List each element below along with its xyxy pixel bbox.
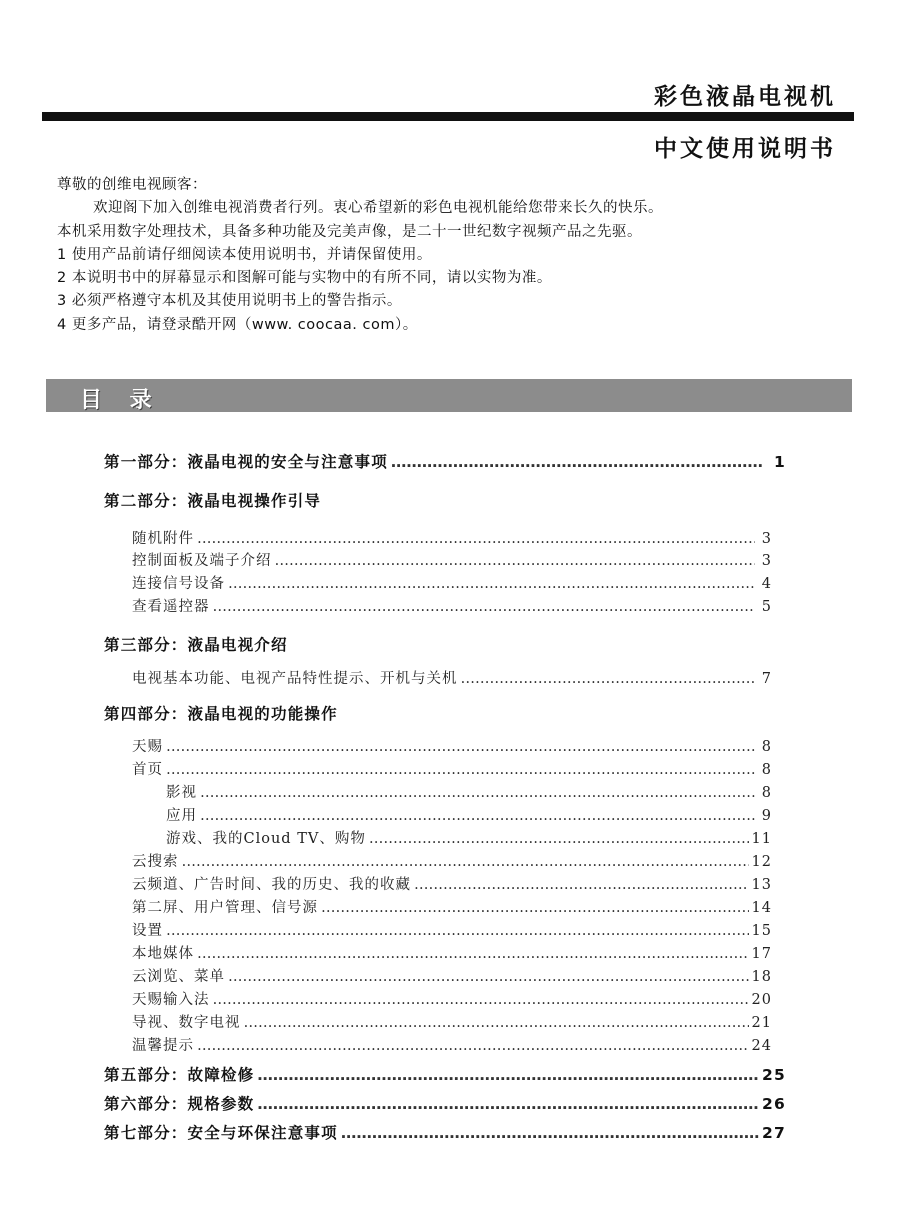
toc-leader bbox=[213, 992, 749, 1008]
toc-page-number: 9 bbox=[761, 808, 772, 824]
toc-entry bbox=[132, 735, 772, 756]
toc-part bbox=[104, 489, 321, 511]
toc-part bbox=[104, 633, 288, 655]
toc-page-number: 15 bbox=[751, 923, 772, 939]
toc-entry-label: 控制面板及端子介绍 bbox=[132, 553, 272, 569]
toc-entry-label: 天赐 bbox=[132, 739, 163, 755]
toc-part bbox=[104, 450, 786, 472]
toc-part bbox=[104, 1063, 786, 1085]
toc-entry-label: 天赐输入法 bbox=[132, 992, 210, 1008]
toc-leader bbox=[275, 553, 756, 569]
toc-part-title: 第五部分：故障检修 bbox=[104, 1066, 255, 1084]
toc-leader bbox=[200, 785, 755, 801]
toc-entry-label: 云搜索 bbox=[132, 854, 179, 870]
toc-entry bbox=[132, 572, 772, 593]
greeting: 尊敬的创维电视顾客： bbox=[57, 177, 207, 193]
toc-entry bbox=[132, 595, 772, 616]
toc-entry-label: 电视基本功能、电视产品特性提示、开机与关机 bbox=[132, 671, 458, 687]
toc-entry bbox=[132, 1011, 772, 1032]
toc-page-number: 4 bbox=[761, 576, 772, 592]
toc-part bbox=[104, 702, 338, 724]
toc-leader bbox=[197, 1038, 749, 1054]
toc-entry bbox=[132, 896, 772, 917]
toc-leader bbox=[321, 900, 749, 916]
toc-leader bbox=[197, 531, 755, 547]
toc-heading-bar bbox=[46, 379, 852, 412]
toc-leader bbox=[200, 808, 755, 824]
toc-page-number: 8 bbox=[761, 762, 772, 778]
toc-entry-label: 温馨提示 bbox=[132, 1038, 194, 1054]
toc-leader bbox=[461, 671, 756, 687]
toc-part-title: 第七部分：安全与环保注意事项 bbox=[104, 1124, 338, 1142]
toc-entry bbox=[132, 1034, 772, 1055]
toc-entry-label: 随机附件 bbox=[132, 531, 194, 547]
toc-entry-label: 应用 bbox=[166, 808, 197, 824]
toc-part-title: 第四部分：液晶电视的功能操作 bbox=[104, 705, 338, 723]
toc-part-title: 第二部分：液晶电视操作引导 bbox=[104, 492, 322, 510]
toc-part-title: 第六部分：规格参数 bbox=[104, 1095, 255, 1113]
toc-leader bbox=[197, 946, 749, 962]
toc-page-number: 14 bbox=[751, 900, 772, 916]
toc-entry-label: 游戏、我的Cloud TV、购物 bbox=[166, 831, 366, 847]
toc-page-number: 3 bbox=[761, 531, 772, 547]
toc-entry-label: 查看遥控器 bbox=[132, 599, 210, 615]
toc-page-number: 24 bbox=[751, 1038, 772, 1054]
toc-leader bbox=[228, 969, 749, 985]
toc-entry-label: 第二屏、用户管理、信号源 bbox=[132, 900, 318, 916]
document-subtitle: 中文使用说明书 bbox=[654, 136, 836, 162]
toc-leader bbox=[257, 1095, 759, 1113]
toc-page-number: 21 bbox=[751, 1015, 772, 1031]
toc-subentry bbox=[166, 827, 772, 848]
toc-leader bbox=[369, 831, 749, 847]
intro-section bbox=[57, 174, 847, 337]
intro-line: 3 必须严格遵守本机及其使用说明书上的警告指示。 bbox=[57, 293, 402, 310]
toc-page-number: 1 bbox=[774, 453, 786, 471]
toc-subentry bbox=[166, 781, 772, 802]
toc-page-number: 27 bbox=[762, 1124, 786, 1142]
document-title: 彩色液晶电视机 bbox=[654, 84, 836, 110]
toc-page-number: 5 bbox=[761, 599, 772, 615]
toc-entry-label: 云浏览、菜单 bbox=[132, 969, 225, 985]
intro-line: 本机采用数字处理技术，具备多种功能及完美声像，是二十一世纪数字视频产品之先驱。 bbox=[57, 223, 642, 240]
toc-leader bbox=[182, 854, 749, 870]
toc-entry bbox=[132, 873, 772, 894]
toc-entry-label: 连接信号设备 bbox=[132, 576, 225, 592]
toc-entry bbox=[132, 667, 772, 688]
toc-page-number: 3 bbox=[761, 553, 772, 569]
toc-leader bbox=[414, 877, 749, 893]
toc-page-number: 11 bbox=[751, 831, 772, 847]
toc-part bbox=[104, 1092, 786, 1114]
toc-leader bbox=[213, 599, 756, 615]
toc-leader bbox=[166, 739, 755, 755]
toc-entry-label: 云频道、广告时间、我的历史、我的收藏 bbox=[132, 877, 411, 893]
toc-entry-label: 导视、数字电视 bbox=[132, 1015, 241, 1031]
toc-entry-label: 首页 bbox=[132, 762, 163, 778]
toc-page-number: 13 bbox=[751, 877, 772, 893]
toc-entry bbox=[132, 988, 772, 1009]
toc-entry bbox=[132, 965, 772, 986]
header-rule bbox=[42, 112, 854, 121]
toc-leader bbox=[341, 1124, 759, 1142]
toc-page-number: 7 bbox=[761, 671, 772, 687]
toc-entry-label: 本地媒体 bbox=[132, 946, 194, 962]
toc-page-number: 17 bbox=[751, 946, 772, 962]
toc-page-number: 8 bbox=[761, 785, 772, 801]
toc-leader bbox=[244, 1015, 749, 1031]
toc-part-title: 第一部分：液晶电视的安全与注意事项 bbox=[104, 453, 388, 471]
toc-part bbox=[104, 1121, 786, 1143]
toc-part-title: 第三部分：液晶电视介绍 bbox=[104, 636, 288, 654]
toc-leader bbox=[166, 762, 755, 778]
toc-entry bbox=[132, 850, 772, 871]
intro-line: 1 使用产品前请仔细阅读本使用说明书，并请保留使用。 bbox=[57, 246, 432, 263]
intro-line: 欢迎阁下加入创维电视消费者行列。衷心希望新的彩色电视机能给您带来长久的快乐。 bbox=[93, 200, 663, 217]
toc-page-number: 26 bbox=[762, 1095, 786, 1113]
toc-entry bbox=[132, 527, 772, 548]
toc-entry bbox=[132, 549, 772, 570]
toc-leader bbox=[391, 453, 763, 471]
toc-leader bbox=[228, 576, 755, 592]
toc-heading: 目 录 bbox=[80, 388, 162, 413]
intro-line: 2 本说明书中的屏幕显示和图解可能与实物中的有所不同，请以实物为准。 bbox=[57, 270, 552, 287]
toc-leader bbox=[166, 923, 749, 939]
toc-entry bbox=[132, 942, 772, 963]
toc-subentry bbox=[166, 804, 772, 825]
toc-page-number: 20 bbox=[751, 992, 772, 1008]
toc-page-number: 8 bbox=[761, 739, 772, 755]
intro-line: 4 更多产品，请登录酷开网（www. coocaa. com）。 bbox=[57, 316, 418, 333]
toc-page-number: 18 bbox=[751, 969, 772, 985]
toc-entry bbox=[132, 919, 772, 940]
toc-leader bbox=[257, 1066, 759, 1084]
toc-page-number: 25 bbox=[762, 1066, 786, 1084]
toc-entry-label: 影视 bbox=[166, 785, 197, 801]
toc-entry bbox=[132, 758, 772, 779]
toc-page-number: 12 bbox=[751, 854, 772, 870]
toc-entry-label: 设置 bbox=[132, 923, 163, 939]
